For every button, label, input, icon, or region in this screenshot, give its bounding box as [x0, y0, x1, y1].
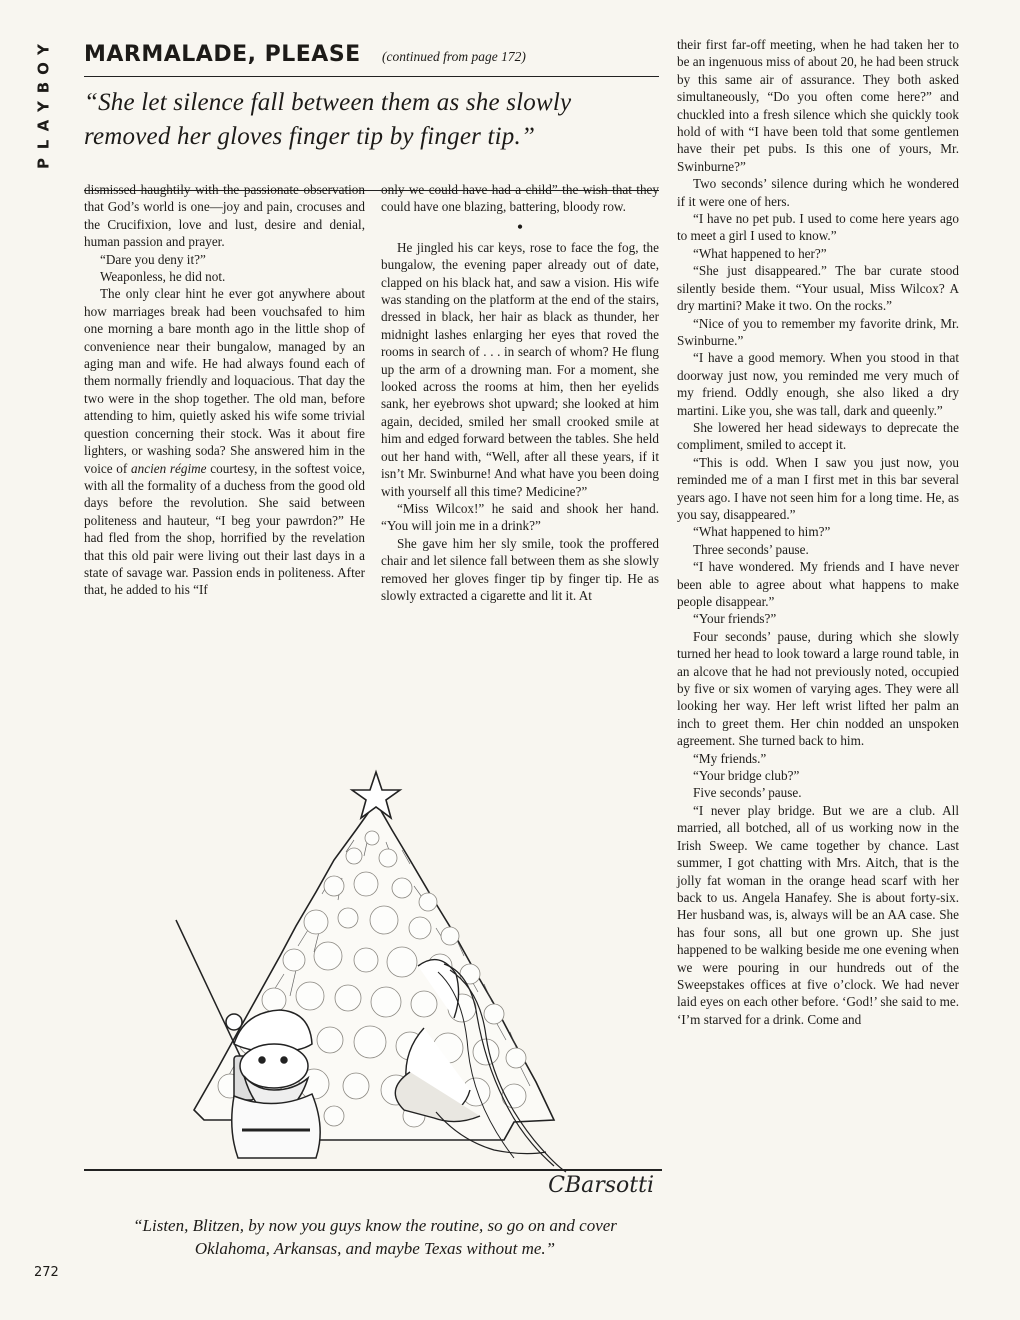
magazine-name-letter: Y: [34, 101, 53, 112]
paragraph: Five seconds’ pause.: [693, 785, 802, 801]
paragraph: only we could have had a child” the wish that they could have one blazing, battering, bloody row.: [381, 182, 659, 215]
paragraph: dismissed haughtily with the passionate observation that God’s world is one—joy and pain, crocuses and the Crucifixion, love and lust, desire and denial, human passion and prayer.: [84, 182, 365, 250]
text-run: courtesy, in the softest voice, with all the formality of a duchess from the good old days before the revolution. She said between politeness and hauteur, “I beg your pawrdon?” He had fled from the shop, horrified by the revelation that this old pair were living out their last days in a state of savage war. Passion ends in politeness. After that, he added to his “If: [84, 460, 366, 598]
cartoon-illustration: [84, 760, 664, 1200]
magazine-name-letter: B: [34, 81, 53, 94]
paragraph: [84, 285, 365, 598]
cartoon-caption: “Listen, Blitzen, by now you guys know the routine, so go on and cover Oklahoma, Arkansas, and maybe Texas without me.”: [133, 1216, 617, 1258]
paragraph: “I have no pet pub. I used to come here years ago to meet a girl I used to know.”: [677, 211, 959, 244]
paragraph: “Nice of you to remember my favorite drink, Mr. Swinburne.”: [677, 315, 959, 348]
article-column-2: [381, 181, 659, 604]
magazine-name-letter: Y: [34, 44, 53, 55]
text-run: The only clear hint he ever got anywhere about how marriages break had been vouchsafed to him one morning a bare month ago in the little shop of convenience near their bungalow, managed by an aging man and wife. He had always found each of them normally friendly and loquacious. That day the two were in the shop together. The old man, before attending to him, quietly asked his wife some trivial question concerning their stock. Was it about fire lighters, or washing soda? She answered him in the voice of: [84, 286, 365, 476]
section-break-dot: •: [516, 216, 524, 237]
magazine-name-letter: P: [34, 158, 53, 169]
paragraph: “I have wondered. My friends and I have never been able to agree about what happens to make people disappear.”: [677, 559, 959, 609]
paragraph: “Dare you deny it?”: [100, 251, 206, 267]
cartoonist-signature: CBarsotti: [548, 1173, 654, 1198]
paragraph: She gave him her sly smile, took the proffered chair and let silence fall between them as she slowly removed her gloves finger tip by finger tip. He as slowly extracted a cigarette and lit it. At: [381, 535, 659, 603]
paragraph: “This is odd. When I saw you just now, you reminded me of a man I first met in this bar several years ago. I have not seen him for a long time. He, as you say, disappeared.”: [677, 454, 959, 522]
continued-note: (continued from page 172): [382, 49, 526, 64]
paragraph: “I never play bridge. But we are a club. All married, all botched, all of us working now in the Irish Sweep. We came together by chance. Last summer, I got chatting with Mrs. Aitch, that is the jolly fat woman in the orange head scarf with her back to us. Angela Hanafey. She is about forty-six. Her husband was, is, always will be an AA case. She has four sons, all but one grown up. She just happened to be walking beside me one evening when we were pouring in our hundreds out of the Sweepstakes offices at five o’clock. We had never laid eyes on each other before. ‘God!’ she said to me. ‘I’m starved for a drink. Come and: [677, 802, 959, 1027]
magazine-name-letter: O: [34, 62, 53, 75]
paragraph: She lowered her head sideways to deprecate the compliment, smiled to accept it.: [677, 419, 959, 453]
article-title: MARMALADE, PLEASE: [84, 42, 361, 67]
paragraph: Weaponless, he did not.: [100, 269, 226, 285]
paragraph: “What happened to him?”: [693, 524, 831, 540]
paragraph: “Your bridge club?”: [693, 768, 800, 784]
paragraph: “What happened to her?”: [693, 245, 827, 261]
antenna: [176, 920, 242, 1060]
paragraph: “She just disappeared.” The bar curate stood silently beside them. “Your usual, Miss Wilcox? A dry martini? Make it two. On the rocks.”: [677, 263, 959, 314]
paragraph: He jingled his car keys, rose to face the fog, the bungalow, the evening paper already out of date, clapped on his black hat, and saw a vision. His wife was standing on the platform at the end of the stairs, dressed in black, her hair as black as thunder, her midnight lashes enlarging her eyes that roved the rooms in search of . . . in search of whom? He flung up the arm of a drowning man. For a moment, she looked across the rooms at him, then her eyelids sank, her eyebrows shot upward; she looked at him again, decided, smiled her small crooked smile at him and edged forward between the tables. She held out her hand with, “Well, after all these years, if it isn’t Mr. Swinburne! And what have you been doing with yourself all this time? Medicine?”: [381, 239, 659, 499]
santa-body: [232, 1094, 320, 1158]
article-column-3: [677, 36, 959, 1028]
article-column-1: [84, 181, 365, 599]
paragraph: Two seconds’ silence during which he wondered if it were one of hers.: [677, 176, 959, 209]
paragraph: “Your friends?”: [693, 611, 777, 627]
page-number: 272: [34, 1265, 59, 1280]
italic-phrase: ancien régime: [131, 460, 207, 476]
header-rule-top: [84, 76, 659, 77]
hat-pompom: [226, 1014, 242, 1030]
magazine-name-vertical: [34, 40, 54, 173]
paragraph: Three seconds’ pause.: [693, 541, 809, 557]
paragraph: Four seconds’ pause, during which she slowly turned her head to look toward a large round table, in an alcove that he had not previously noted, occupied by five or six women of varying ages. They were all looking her way. Her left wrist lifted her palm an inch to greet them. Her chin nodded an unspoken agreement. She turned back to him.: [677, 628, 959, 749]
paragraph: “Miss Wilcox!” he said and shook her hand. “You will join me in a drink?”: [381, 500, 659, 534]
paragraph: their first far-off meeting, when he had taken her to be an ingenuous miss of about 20, he had been struck by this same air of assurance. They both asked simultaneously, “Do you often come here?” and chuckled into a fresh silence which she quickly took hold of with “I have been told that some gentlemen have their pet pubs. Is this one of yours, Mr. Swinburne?”: [677, 37, 959, 174]
magazine-name-letter: L: [34, 139, 53, 150]
paragraph: “I have a good memory. When you stood in that doorway just now, you reminded me very much of my friend. Oddly enough, she also liked a dry martini. Like you, she was tall, dark and queenly.”: [677, 350, 959, 418]
pull-quote: “She let silence fall between them as she slowly removed her gloves finger tip by finger tip.”: [84, 89, 572, 150]
paragraph: “My friends.”: [693, 750, 767, 766]
magazine-name-letter: A: [34, 119, 53, 132]
